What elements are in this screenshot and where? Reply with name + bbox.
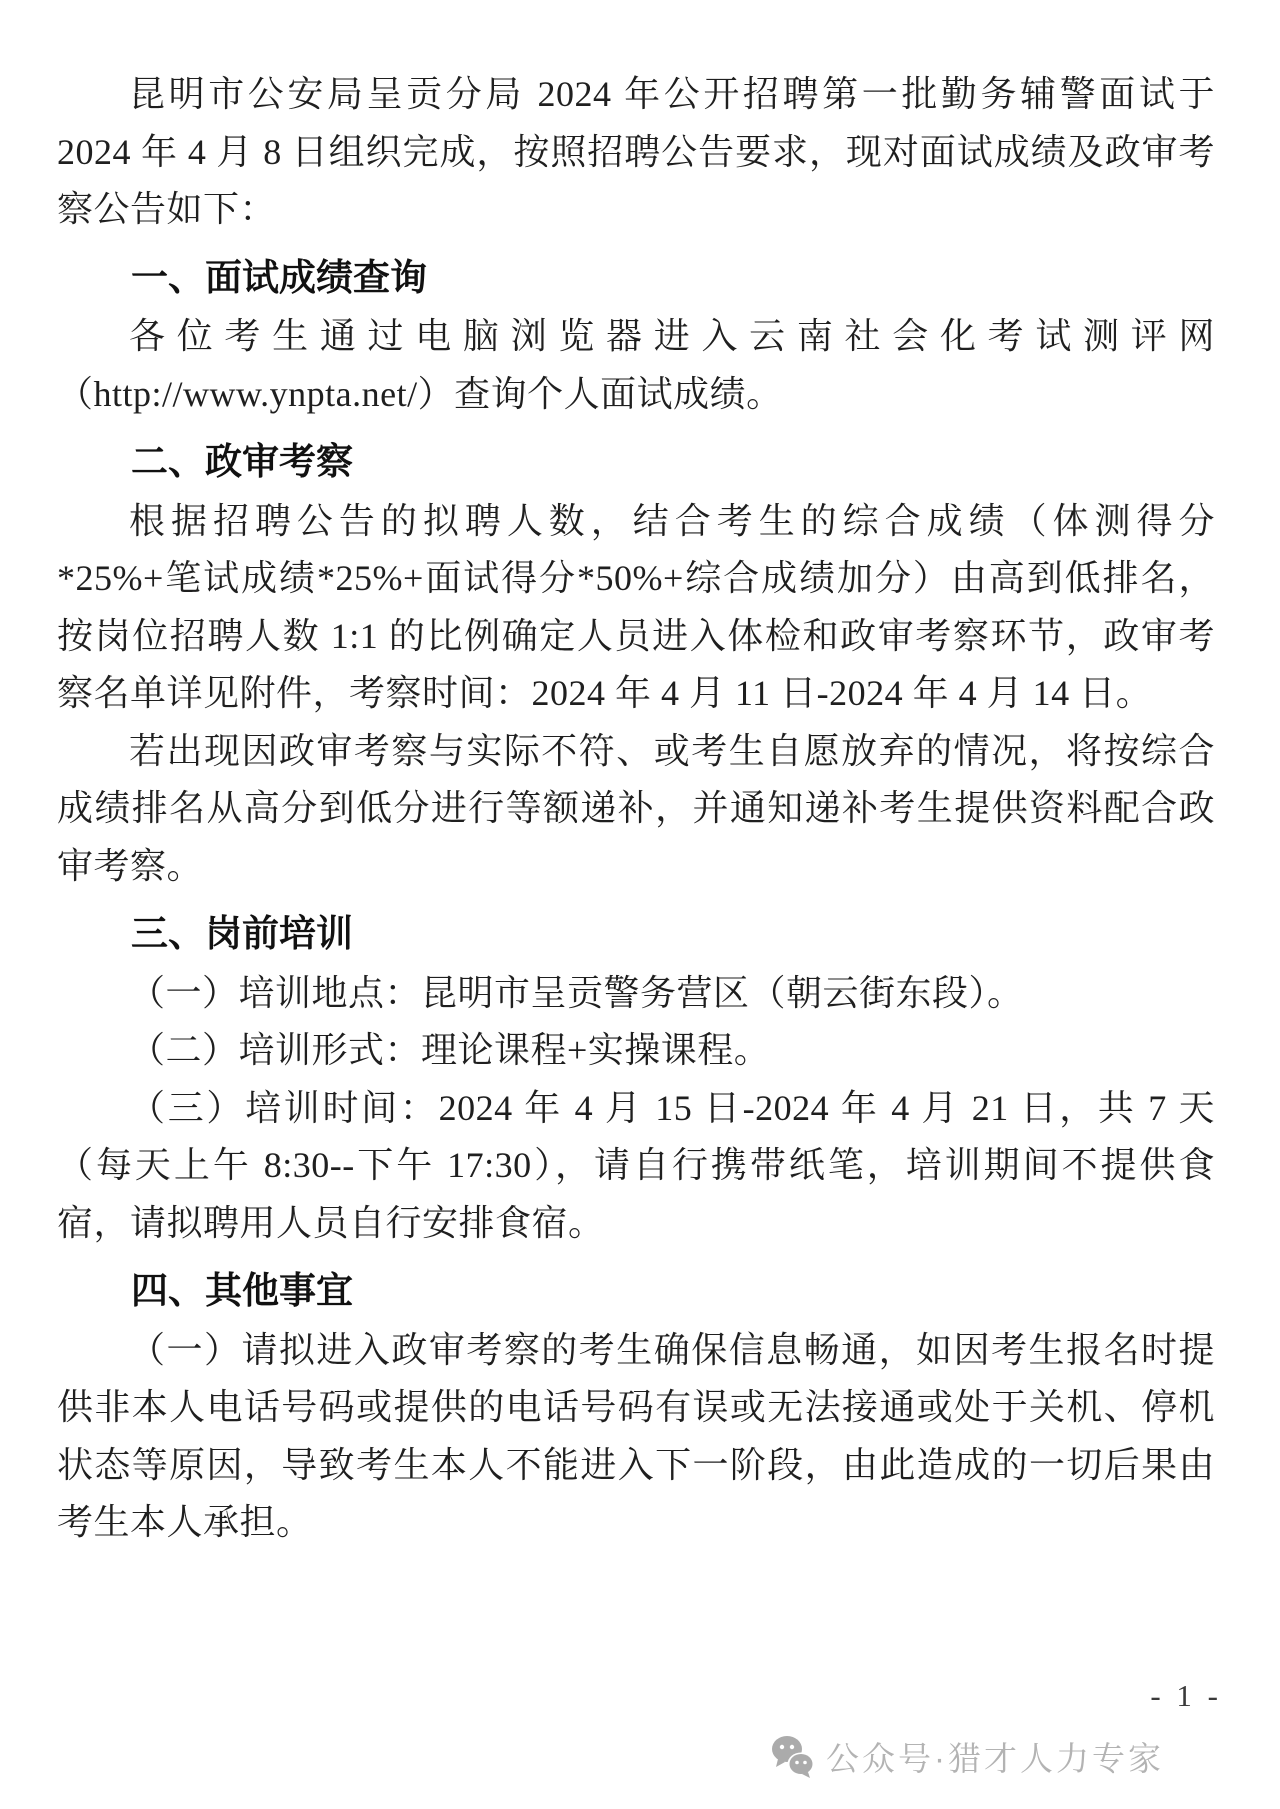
- section-heading-2: 二、政审考察: [131, 441, 353, 482]
- paragraph-review-rule: 根据招聘公告的拟聘人数，结合考生的综合成绩（体测得分*25%+笔试成绩*25%+面试得分*50%+综合成绩加分）由高到低排名，按岗位招聘人数 1:1 的比例确定人员进入体检和政审考察环节，政审考察名单详见附件，考察时间：2024 年 4 月 11 日-2024 年 4 月 14 日。: [57, 500, 1215, 713]
- paragraph-training-form: （二）培训形式：理论课程+实操课程。: [129, 1030, 771, 1070]
- paragraph-other-matters: （一）请拟进入政审考察的考生确保信息畅通，如因考生报名时提供非本人电话号码或提供的电话号码有误或无法接通或处于关机、停机状态等原因，导致考生本人不能进入下一阶段，由此造成的一切后果由考生本人承担。: [57, 1329, 1215, 1542]
- document-body: [57, 66, 1215, 1552]
- page-number: - 1 -: [1150, 1678, 1222, 1713]
- section-heading-1: 一、面试成绩查询: [131, 256, 427, 298]
- wechat-icon: [770, 1734, 816, 1780]
- paragraph-replacement-rule: 若出现因政审考察与实际不符、或考生自愿放弃的情况，将按综合成绩排名从高分到低分进行等额递补，并通知递补考生提供资料配合政审考察。: [57, 730, 1215, 886]
- paragraph-training-time: （三）培训时间：2024 年 4 月 15 日-2024 年 4 月 21 日，共 7 天（每天上午 8:30--下午 17:30），请自行携带纸笔，培训期间不提供食宿，请拟聘用人员自行安排食宿。: [57, 1087, 1215, 1243]
- footer-watermark: [770, 1733, 1164, 1780]
- paragraph-training-place: （一）培训地点：昆明市呈贡警务营区（朝云街东段）。: [129, 972, 1024, 1013]
- section-heading-4: 四、其他事宜: [131, 1270, 353, 1311]
- watermark-label: 公众号·猎才人力专家: [826, 1740, 1164, 1777]
- section-heading-3: 三、岗前培训: [131, 913, 353, 954]
- paragraph-intro: 昆明市公安局呈贡分局 2024 年公开招聘第一批勤务辅警面试于 2024 年 4 月 8 日组织完成，按照招聘公告要求，现对面试成绩及政审考察公告如下：: [57, 74, 1215, 229]
- paragraph-score-query: 各位考生通过电脑浏览器进入云南社会化考试测评网（http://www.ynpta.net/）查询个人面试成绩。: [57, 316, 1215, 414]
